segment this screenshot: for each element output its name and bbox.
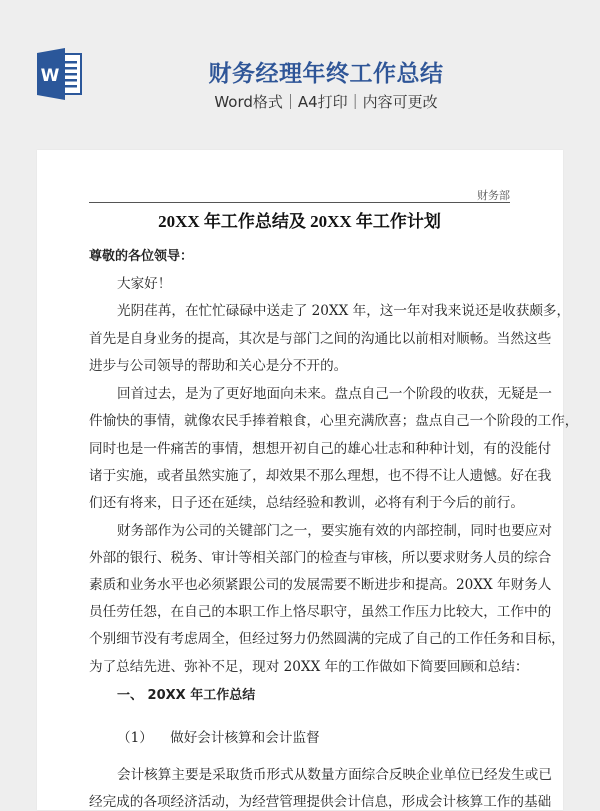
paragraph-line: 诸于实施，或者虽然实施了，却效果不那么理想，也不得不让人遗憾。好在我 [89,468,552,484]
salutation: 尊敬的各位领导： [89,249,194,264]
paragraph-line: 会计核算主要是采取货币形式从数量方面综合反映企业单位已经发生或已 [117,767,552,783]
paragraph-line: 个别细节没有考虑周全，但经过努力仍然圆满的完成了自己的工作任务和目标， [89,631,565,647]
svg-text:W: W [40,66,60,86]
paragraph-line: 回首过去，是为了更好地面向未来。盘点自己一个阶段的收获，无疑是一 [117,386,552,402]
document-title: 20XX 年工作总结及 20XX 年工作计划 [158,212,441,231]
department-label: 财务部 [477,189,510,202]
paragraph-line: 们还有将来，日子还在延续，总结经验和教训，必将有利于今后的前行。 [89,495,524,511]
paragraph-line: 财务部作为公司的关键部门之一，要实施有效的内部控制，同时也要应对 [117,523,552,539]
header-rule [89,202,510,203]
paragraph-line: 为了总结先进、弥补不足，现对 20XX 年的工作做如下简要回顾和总结： [89,659,529,675]
paragraph-line: 进步与公司领导的帮助和关心是分不开的。 [89,358,348,374]
paragraph-line: 经完成的各项经济活动，为经营管理提供会计信息，形成会计核算工作的基础 [89,794,552,810]
paragraph-line: 素质和业务水平也必须紧跟公司的发展需要不断进步和提高。20XX 年财务人 [89,577,552,593]
subsection-heading: （1） 做好会计核算和会计监督 [117,730,320,746]
banner-subtitle: Word格式｜A4打印｜内容可更改 [214,93,438,111]
paragraph-line: 大家好！ [117,276,172,292]
paragraph-line: 光阴荏苒，在忙忙碌碌中送走了 20XX 年，这一年对我来说还是收获颇多， [117,303,571,319]
section-heading: 一、 20XX 年工作总结 [117,688,256,703]
header-banner [0,0,600,150]
paragraph-line: 同时也是一件痛苦的事情，想想开初自己的雄心壮志和种种计划，有的没能付 [89,441,552,457]
paragraph-line: 员任劳任怨，在自己的本职工作上恪尽职守，虽然工作压力比较大，工作中的 [89,604,552,620]
paragraph-line: 外部的银行、税务、审计等相关部门的检查与审核，所以要求财务人员的综合 [89,550,552,566]
paragraph-line: 首先是自身业务的提高，其次是与部门之间的沟通比以前相对顺畅。当然这些 [89,331,552,347]
paragraph-line: 件愉快的事情，就像农民手捧着粮食，心里充满欣喜；盘点自己一个阶段的工作， [89,413,579,429]
document-page [37,150,579,810]
banner-title: 财务经理年终工作总结 [208,61,444,87]
